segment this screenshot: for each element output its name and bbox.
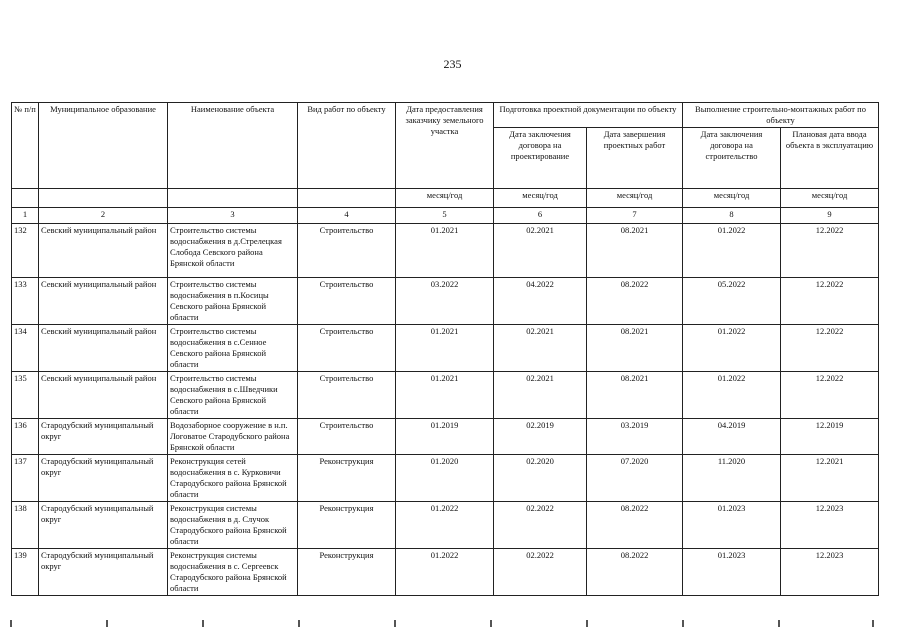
design-finish-date: 08.2021 [587, 372, 683, 419]
table-row [12, 372, 879, 419]
object-name: Строительство системы водоснабжения в д.Стрелецкая Слобода Севского района Брянской области [168, 224, 298, 278]
land-date: 01.2022 [396, 549, 494, 596]
header-municipality: Муниципальное образование [39, 103, 168, 189]
commissioning-date: 12.2022 [781, 325, 879, 372]
design-finish-date: 08.2021 [587, 325, 683, 372]
column-number: 8 [683, 208, 781, 224]
column-number: 9 [781, 208, 879, 224]
municipality: Стародубский муниципальный округ [39, 502, 168, 549]
header-commissioning-date: Плановая дата ввода объекта в эксплуатацию [781, 128, 879, 189]
design-finish-date: 07.2020 [587, 455, 683, 502]
header-number: № п/п [12, 103, 39, 189]
unit-cell: месяц/год [587, 189, 683, 208]
row-number: 137 [12, 455, 39, 502]
municipality: Стародубский муниципальный округ [39, 455, 168, 502]
unit-cell: месяц/год [781, 189, 879, 208]
column-number: 1 [12, 208, 39, 224]
object-name: Строительство системы водоснабжения в с.Сенное Севского района Брянской области [168, 325, 298, 372]
land-date: 01.2021 [396, 224, 494, 278]
land-date: 01.2021 [396, 325, 494, 372]
object-name: Строительство системы водоснабжения в с.Шведчики Севского района Брянской области [168, 372, 298, 419]
municipality: Севский муниципальный район [39, 325, 168, 372]
work-type: Реконструкция [298, 502, 396, 549]
row-number: 133 [12, 278, 39, 325]
header-design-group: Подготовка проектной документации по объекту [494, 103, 683, 128]
commissioning-date: 12.2022 [781, 278, 879, 325]
binding-mark [778, 620, 780, 627]
work-type: Строительство [298, 224, 396, 278]
page-number: 235 [443, 57, 462, 71]
municipality: Стародубский муниципальный округ [39, 549, 168, 596]
land-date: 01.2020 [396, 455, 494, 502]
object-name: Строительство системы водоснабжения в п.Косицы Севского района Брянской области [168, 278, 298, 325]
construction-contract-date: 01.2022 [683, 325, 781, 372]
construction-contract-date: 11.2020 [683, 455, 781, 502]
work-type: Строительство [298, 372, 396, 419]
header-land-date: Дата предоставления заказчику земельного участка [396, 103, 494, 189]
table-row [12, 325, 879, 372]
municipality: Севский муниципальный район [39, 224, 168, 278]
design-finish-date: 08.2022 [587, 549, 683, 596]
column-number: 6 [494, 208, 587, 224]
construction-contract-date: 01.2022 [683, 224, 781, 278]
header-object-name: Наименование объекта [168, 103, 298, 189]
object-name: Водозаборное сооружение в н.п. Логоватое Стародубского района Брянской области [168, 419, 298, 455]
land-date: 01.2021 [396, 372, 494, 419]
construction-contract-date: 05.2022 [683, 278, 781, 325]
binding-mark [106, 620, 108, 627]
binding-mark [682, 620, 684, 627]
municipality: Севский муниципальный район [39, 278, 168, 325]
commissioning-date: 12.2019 [781, 419, 879, 455]
unit-cell: месяц/год [494, 189, 587, 208]
construction-contract-date: 01.2023 [683, 549, 781, 596]
table-row [12, 278, 879, 325]
work-type: Строительство [298, 325, 396, 372]
header-design-finish-date: Дата завершения проектных работ [587, 128, 683, 189]
table-row [12, 224, 879, 278]
column-number: 2 [39, 208, 168, 224]
table-row [12, 502, 879, 549]
binding-mark [202, 620, 204, 627]
design-contract-date: 02.2020 [494, 455, 587, 502]
design-finish-date: 08.2022 [587, 502, 683, 549]
table-row [12, 549, 879, 596]
unit-cell: месяц/год [396, 189, 494, 208]
construction-contract-date: 01.2022 [683, 372, 781, 419]
work-type: Строительство [298, 278, 396, 325]
design-finish-date: 03.2019 [587, 419, 683, 455]
binding-mark [298, 620, 300, 627]
header-design-contract-date: Дата заключения договора на проектирование [494, 128, 587, 189]
design-contract-date: 02.2021 [494, 325, 587, 372]
construction-contract-date: 04.2019 [683, 419, 781, 455]
object-name: Реконструкция системы водоснабжения в с. Сергеевск Стародубского района Брянской области [168, 549, 298, 596]
work-type: Реконструкция [298, 455, 396, 502]
objects-table [11, 102, 879, 596]
binding-mark [10, 620, 12, 627]
design-contract-date: 04.2022 [494, 278, 587, 325]
object-name: Реконструкция сетей водоснабжения в с. Курковичи Стародубского района Брянской области [168, 455, 298, 502]
design-finish-date: 08.2022 [587, 278, 683, 325]
commissioning-date: 12.2023 [781, 549, 879, 596]
header-construction-contract-date: Дата заключения договора на строительство [683, 128, 781, 189]
table-row [12, 419, 879, 455]
work-type: Реконструкция [298, 549, 396, 596]
binding-mark [394, 620, 396, 627]
table-row [12, 455, 879, 502]
object-name: Реконструкция системы водоснабжения в д. Случок Стародубского района Брянской области [168, 502, 298, 549]
column-number: 5 [396, 208, 494, 224]
row-number: 138 [12, 502, 39, 549]
commissioning-date: 12.2021 [781, 455, 879, 502]
column-number: 4 [298, 208, 396, 224]
row-number: 134 [12, 325, 39, 372]
design-finish-date: 08.2021 [587, 224, 683, 278]
municipality: Стародубский муниципальный округ [39, 419, 168, 455]
header-work-type: Вид работ по объекту [298, 103, 396, 189]
binding-mark [490, 620, 492, 627]
row-number: 136 [12, 419, 39, 455]
design-contract-date: 02.2021 [494, 372, 587, 419]
land-date: 03.2022 [396, 278, 494, 325]
header-construction-group: Выполнение строительно-монтажных работ по объекту [683, 103, 879, 128]
construction-contract-date: 01.2023 [683, 502, 781, 549]
column-number: 3 [168, 208, 298, 224]
binding-mark [586, 620, 588, 627]
row-number: 132 [12, 224, 39, 278]
row-number: 139 [12, 549, 39, 596]
municipality: Севский муниципальный район [39, 372, 168, 419]
unit-cell: месяц/год [683, 189, 781, 208]
row-number: 135 [12, 372, 39, 419]
design-contract-date: 02.2021 [494, 224, 587, 278]
land-date: 01.2022 [396, 502, 494, 549]
design-contract-date: 02.2022 [494, 502, 587, 549]
commissioning-date: 12.2022 [781, 372, 879, 419]
work-type: Строительство [298, 419, 396, 455]
design-contract-date: 02.2019 [494, 419, 587, 455]
commissioning-date: 12.2023 [781, 502, 879, 549]
binding-mark [872, 620, 874, 627]
land-date: 01.2019 [396, 419, 494, 455]
binding-marks [0, 620, 905, 630]
commissioning-date: 12.2022 [781, 224, 879, 278]
design-contract-date: 02.2022 [494, 549, 587, 596]
column-number: 7 [587, 208, 683, 224]
